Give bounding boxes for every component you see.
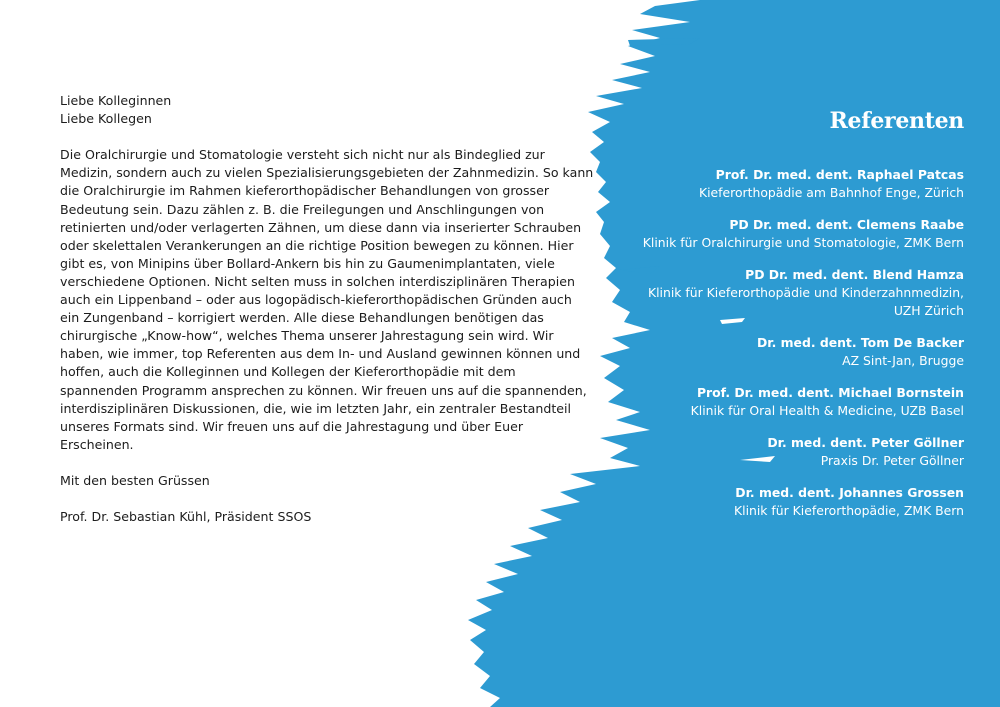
speaker-entry: [544, 384, 964, 420]
speaker-entry: [544, 484, 964, 520]
speaker-name: PD Dr. med. dent. Blend Hamza: [745, 267, 964, 282]
speaker-affiliation: Kieferorthopädie am Bahnhof Enge, Zürich: [698, 185, 964, 200]
speaker-affiliation: Klinik für Oralchirurgie und Stomatologie, ZMK Bern: [642, 235, 964, 250]
speaker-name: Dr. med. dent. Tom De Backer: [756, 335, 964, 350]
speaker-entry: [544, 434, 964, 470]
speaker-affiliation: Klinik für Kieferorthopädie, ZMK Bern: [734, 503, 964, 518]
letter-greetings: [60, 92, 595, 128]
welcome-letter: [60, 92, 595, 544]
letter-closing: Mit den besten Grüssen: [60, 472, 210, 488]
letter-signature: Prof. Dr. Sebastian Kühl, Präsident SSOS: [60, 509, 312, 525]
speaker-affiliation: Klinik für Oral Health & Medicine, UZB Basel: [690, 403, 964, 418]
speaker-name: Dr. med. dent. Peter Göllner: [767, 435, 964, 450]
speaker-affiliation: Praxis Dr. Peter Göllner: [820, 453, 964, 468]
speakers-heading: Referenten: [829, 108, 964, 134]
greeting-line-1: Liebe Kolleginnen: [60, 93, 172, 108]
letter-body: Die Oralchirurgie und Stomatologie versteht sich nicht nur als Bindeglied zur Medizin, sondern auch zu vielen Spezialisierungsgebieten der Zahnmedizin. So kann die Oralchirurgie im Rahmen kieferorthopädischer Behandlungen von grosser Bedeutung sein. Dazu zählen z. B. die Freilegungen und Anschlingungen von retinierten und/oder verlagerten Zähnen, um diese dann via inserierter Schrauben oder skelettalen Verankerungen an die richtige Position bewegen zu können. Hier gibt es, von Minipins über Bollard-Ankern bis hin zu Gaumenimplantaten, viele verschiedene Optionen. Nicht selten muss in solchen interdisziplinären Therapien auch ein Lippenband – oder aus logopädisch-kieferorthopädischen Gründen auch ein Zungenband – korrigiert werden. Alle diese Behandlungen benötigen das chirurgische „Know-how“, welches Thema unserer Jahrestagung sein wird. Wir haben, wie immer, top Referenten aus dem In- und Ausland gewinnen können und hoffen, auch die Kolleginnen und Kollegen der Kieferorthopädie mit dem spannenden Programm ansprechen zu können. Wir freuen uns auf die spannenden, interdisziplinären Diskussionen, die, wie im letzten Jahr, ein zentraler Bestandteil unseres Formats sind. Wir freuen uns auf die Jahrestagung und über Euer Erscheinen.: [60, 147, 594, 452]
speaker-entry: [544, 334, 964, 370]
speakers-panel: [544, 108, 964, 534]
speaker-affiliation: AZ Sint-Jan, Brugge: [842, 353, 964, 368]
speaker-entry: [544, 166, 964, 202]
speaker-name: Prof. Dr. med. dent. Michael Bornstein: [696, 385, 964, 400]
speaker-entry: [544, 216, 964, 252]
speaker-name: Dr. med. dent. Johannes Grossen: [735, 485, 964, 500]
speaker-affiliation: Klinik für Kieferorthopädie und Kinderzahnmedizin,: [647, 285, 964, 300]
speaker-affiliation-line-2: UZH Zürich: [893, 303, 964, 318]
speaker-entry: [544, 266, 964, 320]
speaker-name: Prof. Dr. med. dent. Raphael Patcas: [715, 167, 964, 182]
speaker-name: PD Dr. med. dent. Clemens Raabe: [729, 217, 964, 232]
greeting-line-2: Liebe Kollegen: [60, 111, 152, 127]
